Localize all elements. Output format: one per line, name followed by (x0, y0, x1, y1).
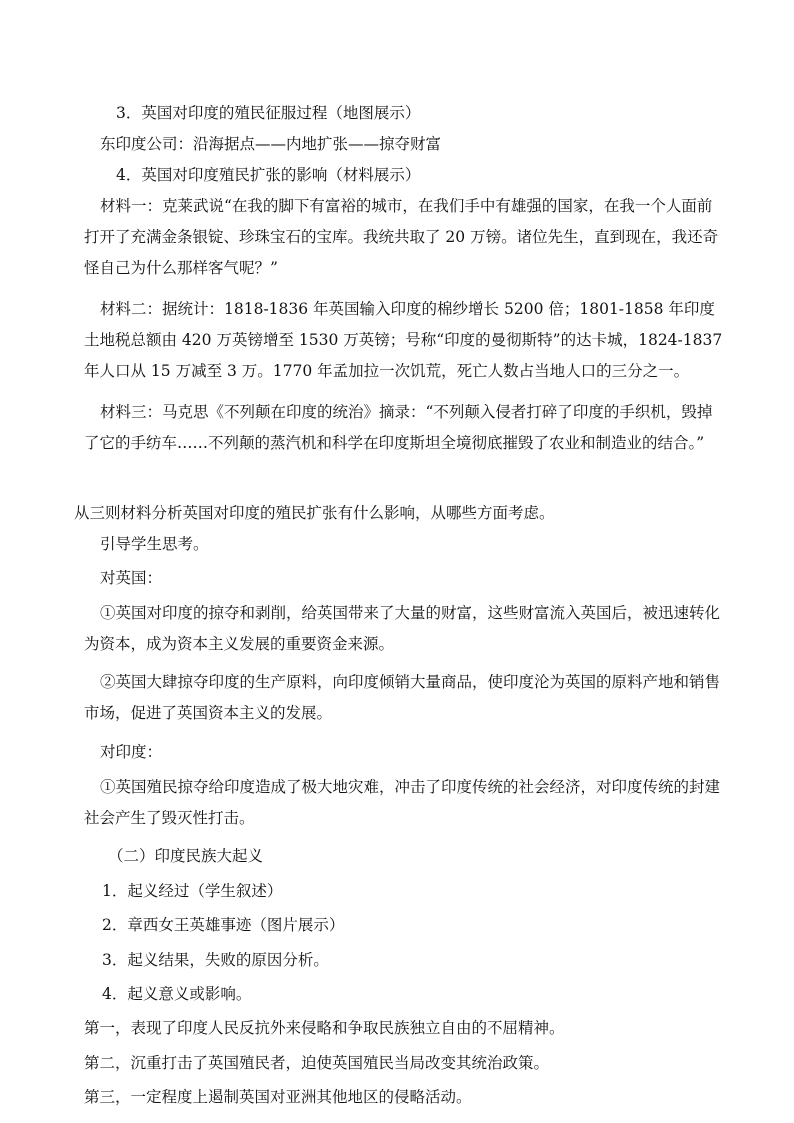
paragraph: 4．起义意义或影响。 (102, 985, 252, 1003)
paragraph: 第三，一定程度上遏制英国对亚洲其他地区的侵略活动。 (84, 1088, 472, 1106)
paragraph: 3．起义结果，失败的原因分析。 (102, 951, 329, 969)
paragraph: 第二，沉重打击了英国殖民者，迫使英国殖民当局改变其统治政策。 (84, 1054, 550, 1072)
paragraph: 1．起义经过（学生叙述） (102, 882, 283, 900)
paragraph: 东印度公司：沿海据点——内地扩张——掠夺财富 (100, 135, 442, 153)
paragraph: 对印度： (100, 743, 163, 761)
paragraph: ①英国对印度的掠夺和剥削，给英国带来了大量的财富，这些财富流入英国后，被迅速转化为资本，成为资本主义发展的重要资金来源。 (84, 604, 721, 653)
paragraph: 3．英国对印度的殖民征服过程（地图展示） (116, 104, 421, 122)
paragraph: 材料三：马克思《不列颠在印度的统治》摘录：“不列颠入侵者打碎了印度的手织机，毁掉了它的手纺车……不列颠的蒸汽机和科学在印度斯坦全境彻底摧毁了农业和制造业的结合。” (84, 403, 713, 452)
paragraph: ②英国大肆掠夺印度的生产原料，向印度倾销大量商品，使印度沦为英国的原料产地和销售市场，促进了英国资本主义的发展。 (84, 673, 721, 722)
paragraph: 对英国： (100, 569, 163, 587)
section-heading: （二）印度民族大起义 (108, 847, 264, 865)
paragraph: 2．章西女王英雄事迹（图片展示） (102, 916, 345, 934)
paragraph: 4．英国对印度殖民扩张的影响（材料展示） (116, 166, 421, 184)
paragraph: 从三则材料分析英国对印度的殖民扩张有什么影响，从哪些方面考虑。 (74, 504, 555, 522)
paragraph: 材料一：克莱武说“在我的脚下有富裕的城市，在我们手中有雄强的国家，在我一个人面前打开了充满金条银锭、珍珠宝石的宝库。我统共取了 20 万镑。诸位先生，直到现在，我还奇怪自己为什么那样客气呢？” (84, 197, 719, 277)
paragraph: 第一，表现了印度人民反抗外来侵略和争取民族独立自由的不屈精神。 (84, 1019, 565, 1037)
paragraph: ①英国殖民掠夺给印度造成了极大地灾难，冲击了印度传统的社会经济，对印度传统的封建社会产生了毁灭性打击。 (84, 778, 721, 827)
paragraph: 材料二：据统计：1818-1836 年英国输入印度的棉纱增长 5200 倍；1801-1858 年印度土地税总额由 420 万英镑增至 1530 万英镑；号称“印度的曼彻斯特”的达卡城，1824-1837 年人口从 15 万减至 3 万。1770 年孟加拉一次饥荒，死亡人数占当地人口的三分之一。 (84, 300, 723, 380)
paragraph: 引导学生思考。 (100, 535, 209, 553)
